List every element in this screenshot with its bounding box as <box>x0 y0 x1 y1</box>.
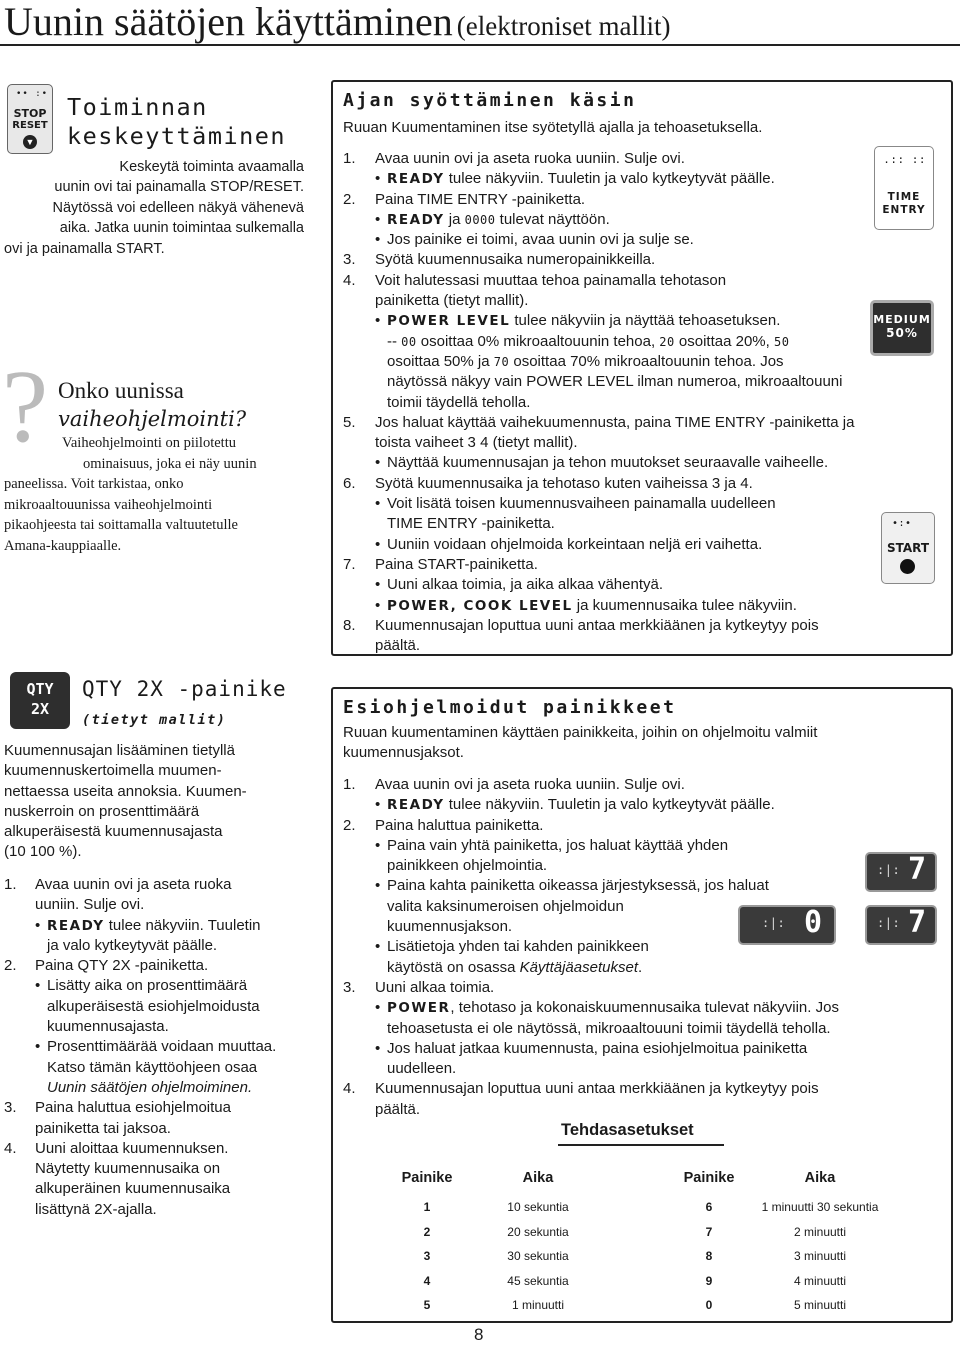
preset-box <box>331 687 953 1323</box>
factory-table-right: Painike Aika 6 1 minuutti 30 sekuntia 7 2 minuutti 8 3 minuutti 9 4 minuutti 0 5 minuutti <box>669 1161 891 1318</box>
lcd-readout: 0000 <box>464 212 496 227</box>
title-rule <box>0 44 960 46</box>
table-row: 2 20 sekuntia <box>423 1224 569 1239</box>
qty-steps: 1. Avaa uunin ovi ja aseta ruoka uuniin. Sulje ovi. • READY tulee näkyviin. Tuuletin ja valo kytkeytyvät päälle. 2. Paina QTY 2X -painiketta. • Lisätty aika on prosenttimäärä alkuperäisestä esiohjelmoidusta kuumennusajasta. • Prosenttimäärää voidaan muuttaa. Katso tämän käyttöohjeen osaa Uunin säätöjen ohjelmoiminen. 3. Paina haluttua esiohjelmoitua painiketta tai jaksoa. 4. Uuni aloittaa kuumennuksen. Näytetty kuumennusaika on alkuperäinen kuumennusaika lisättynä 2X-ajalla. <box>4 876 277 1218</box>
manual-entry-box <box>331 80 953 656</box>
manual-intro: Ruuan Kuumentaminen itse syötetyllä ajalla ja tehoasetuksella. <box>343 119 763 136</box>
page-title-main: Uunin säätöjen käyttäminen <box>4 0 453 44</box>
question-mark-icon: ? <box>2 349 49 464</box>
factory-table-left: Painike Aika 1 10 sekuntia 2 20 sekuntia 3 30 sekuntia 4 45 sekuntia 5 1 minuutti <box>385 1161 607 1318</box>
preset-button-7b-icon: :|: 7 <box>865 905 937 945</box>
table-row: 5 1 minuutti <box>423 1298 565 1313</box>
page-title-sub: (elektroniset mallit) <box>456 11 671 41</box>
factory-title: Tehdasasetukset <box>561 1121 694 1139</box>
preset-intro: Ruuan kuumentaminen käyttäen painikkeita, joihin on ohjelmoitu valmiit kuumennusjaksot. <box>343 724 818 762</box>
manual-steps: 1. Avaa uunin ovi ja aseta ruoka uuniin. Sulje ovi. • READY tulee näkyviin. Tuuletin ja valo kytkeytyvät päälle. 2. Paina TIME ENTRY -painiketta. • READY ja 0000 tulevat näyttöön. • Jos painike ei toimi, avaa uunin ovi ja sulje se. 3. Syötä kuumennusaika numeropainikkeilla. 4. Voit halutessasi muuttaa tehoa painamalla tehotason painiketta (tietyt mallit). • POWER LEVEL tulee näkyviin ja näyttää tehoasetuksen. -- 00 osoittaa 0% mikroaaltouunin tehoa, 20 osoittaa 20%, 50 osoittaa 50% ja 70 osoittaa 70% mikroaaltouunin tehoa. Jos näytössä näkyy vain POWER LEVEL ilman numeroa, mikroaaltouuni toimii täydellä teholla. 5. Jos haluat käyttää vaihekuumennusta, paina TIME ENTRY -painiketta ja toista vaiheet 3 4 (tietyt mallit). • Näyttää kuumennusajan ja tehon muutokset seuraavalle vaiheelle. 6. Syötä kuumennusaika ja tehotaso kuten vaiheissa 3 ja 4. • Voit lisätä toisen kuumennusvaiheen painamalla uudelleen TIME ENTRY -painiketta. • Uuniin voidaan ohjelmoida korkeintaan neljä eri vaihetta. 7. Paina START-painiketta. • Uuni alkaa toimia, ja aika alkaa vähentyä. • POWER, COOK LEVEL ja kuumennusaika tulee näkyviin. 8. Kuumennusajan loputtua uuni antaa merkkiäänen ja kytkeytyy pois päältä. <box>343 150 855 655</box>
table-row: 8 3 minuutti <box>705 1249 847 1264</box>
preset-steps: 1. Avaa uunin ovi ja aseta ruoka uuniin. Sulje ovi. • READY tulee näkyviin. Tuuletin ja valo kytkeytyvät päälle. 2. Paina haluttua painiketta. • Paina vain yhtä painiketta, jos haluat käyttää yhden painikkeen ohjelmointia. • Paina kahta painiketta oikeassa järjestyksessä, jos haluat valita kaksinumeroisen ohjelmoidun kuumennusjakson. • Lisätietoja yhden tai kahden painikkeen käytöstä on osassa Käyttäjäasetukset. 3. Uuni alkaa toimia. • POWER, tehotaso ja kokonaiskuumennusaika tulevat näkyviin. Jos tehoasetusta ei ole näytössä, mikroaaltouuni toimii täydellä teholla. • Jos haluat jatkaa kuumennusta, paina esiohjelmoitua painiketta uudelleen. 4. Kuumennusajan loputtua uuni antaa merkkiäänen ja kytkeytyy pois päältä. <box>343 776 839 1118</box>
preset-button-0-icon: :|: 0 <box>738 905 836 945</box>
arrow-down-icon: ▼ <box>23 135 37 149</box>
stop-reset-icon: •• :• STOP RESET ▼ <box>7 84 53 154</box>
start-icon: •:• START <box>881 512 935 584</box>
multistage-heading: Onko uunissa vaiheohjelmointi? <box>58 378 247 431</box>
qty-heading: QTY 2X -painike <box>82 677 287 701</box>
table-row: 7 2 minuutti <box>705 1224 847 1239</box>
page-title <box>4 0 670 45</box>
qty-subheading: (tietyt mallit) <box>82 712 227 728</box>
manual-heading: Ajan syöttäminen käsin <box>343 90 637 111</box>
table-row: 9 4 minuutti <box>705 1273 847 1288</box>
table-row: 4 45 sekuntia <box>423 1273 569 1288</box>
qty-intro: Kuumennusajan lisääminen tietyllä kuumennuskertoimella muumen- nettaessa useita annoksia. Kuumen- nuskerroin on prosenttimäärä alkuperäisestä kuumennusajasta (10 100 %). <box>4 742 247 861</box>
qty-2x-icon: QTY 2X <box>10 672 70 729</box>
stop-heading: Toiminnan keskeyttäminen <box>67 93 287 150</box>
preset-button-7-icon: :|: 7 <box>865 852 937 892</box>
page-number: 8 <box>474 1325 484 1344</box>
factory-title-rule <box>558 1144 724 1146</box>
time-entry-icon: .:: :: TIME ENTRY <box>874 146 934 230</box>
stop-text: Keskeytä toiminta avaamalla uunin ovi tai painamalla STOP/RESET. Näytössä voi edelleen näkyä vähenevä aika. Jatka uunin toimintaa sulkemalla ovi ja painamalla START. <box>4 159 304 257</box>
preset-heading: Esiohjelmoidut painikkeet <box>343 697 677 718</box>
table-row: 3 30 sekuntia <box>423 1249 569 1264</box>
multistage-text: Vaiheohjelmointi on piilotettu ominaisuus, joka ei näy uunin paneelissa. Voit tarkistaa, onko mikroaaltouunissa vaiheohjelmointi pikaohjeesta tai soittamalla valtuutetulle Amana-kauppiaalle. <box>4 435 257 554</box>
table-row: 6 1 minuutti 30 sekuntia <box>705 1200 879 1215</box>
table-row: 1 10 sekuntia <box>423 1200 569 1215</box>
medium-power-icon: MEDIUM 50% <box>870 300 934 356</box>
table-row: 0 5 minuutti <box>705 1298 847 1313</box>
